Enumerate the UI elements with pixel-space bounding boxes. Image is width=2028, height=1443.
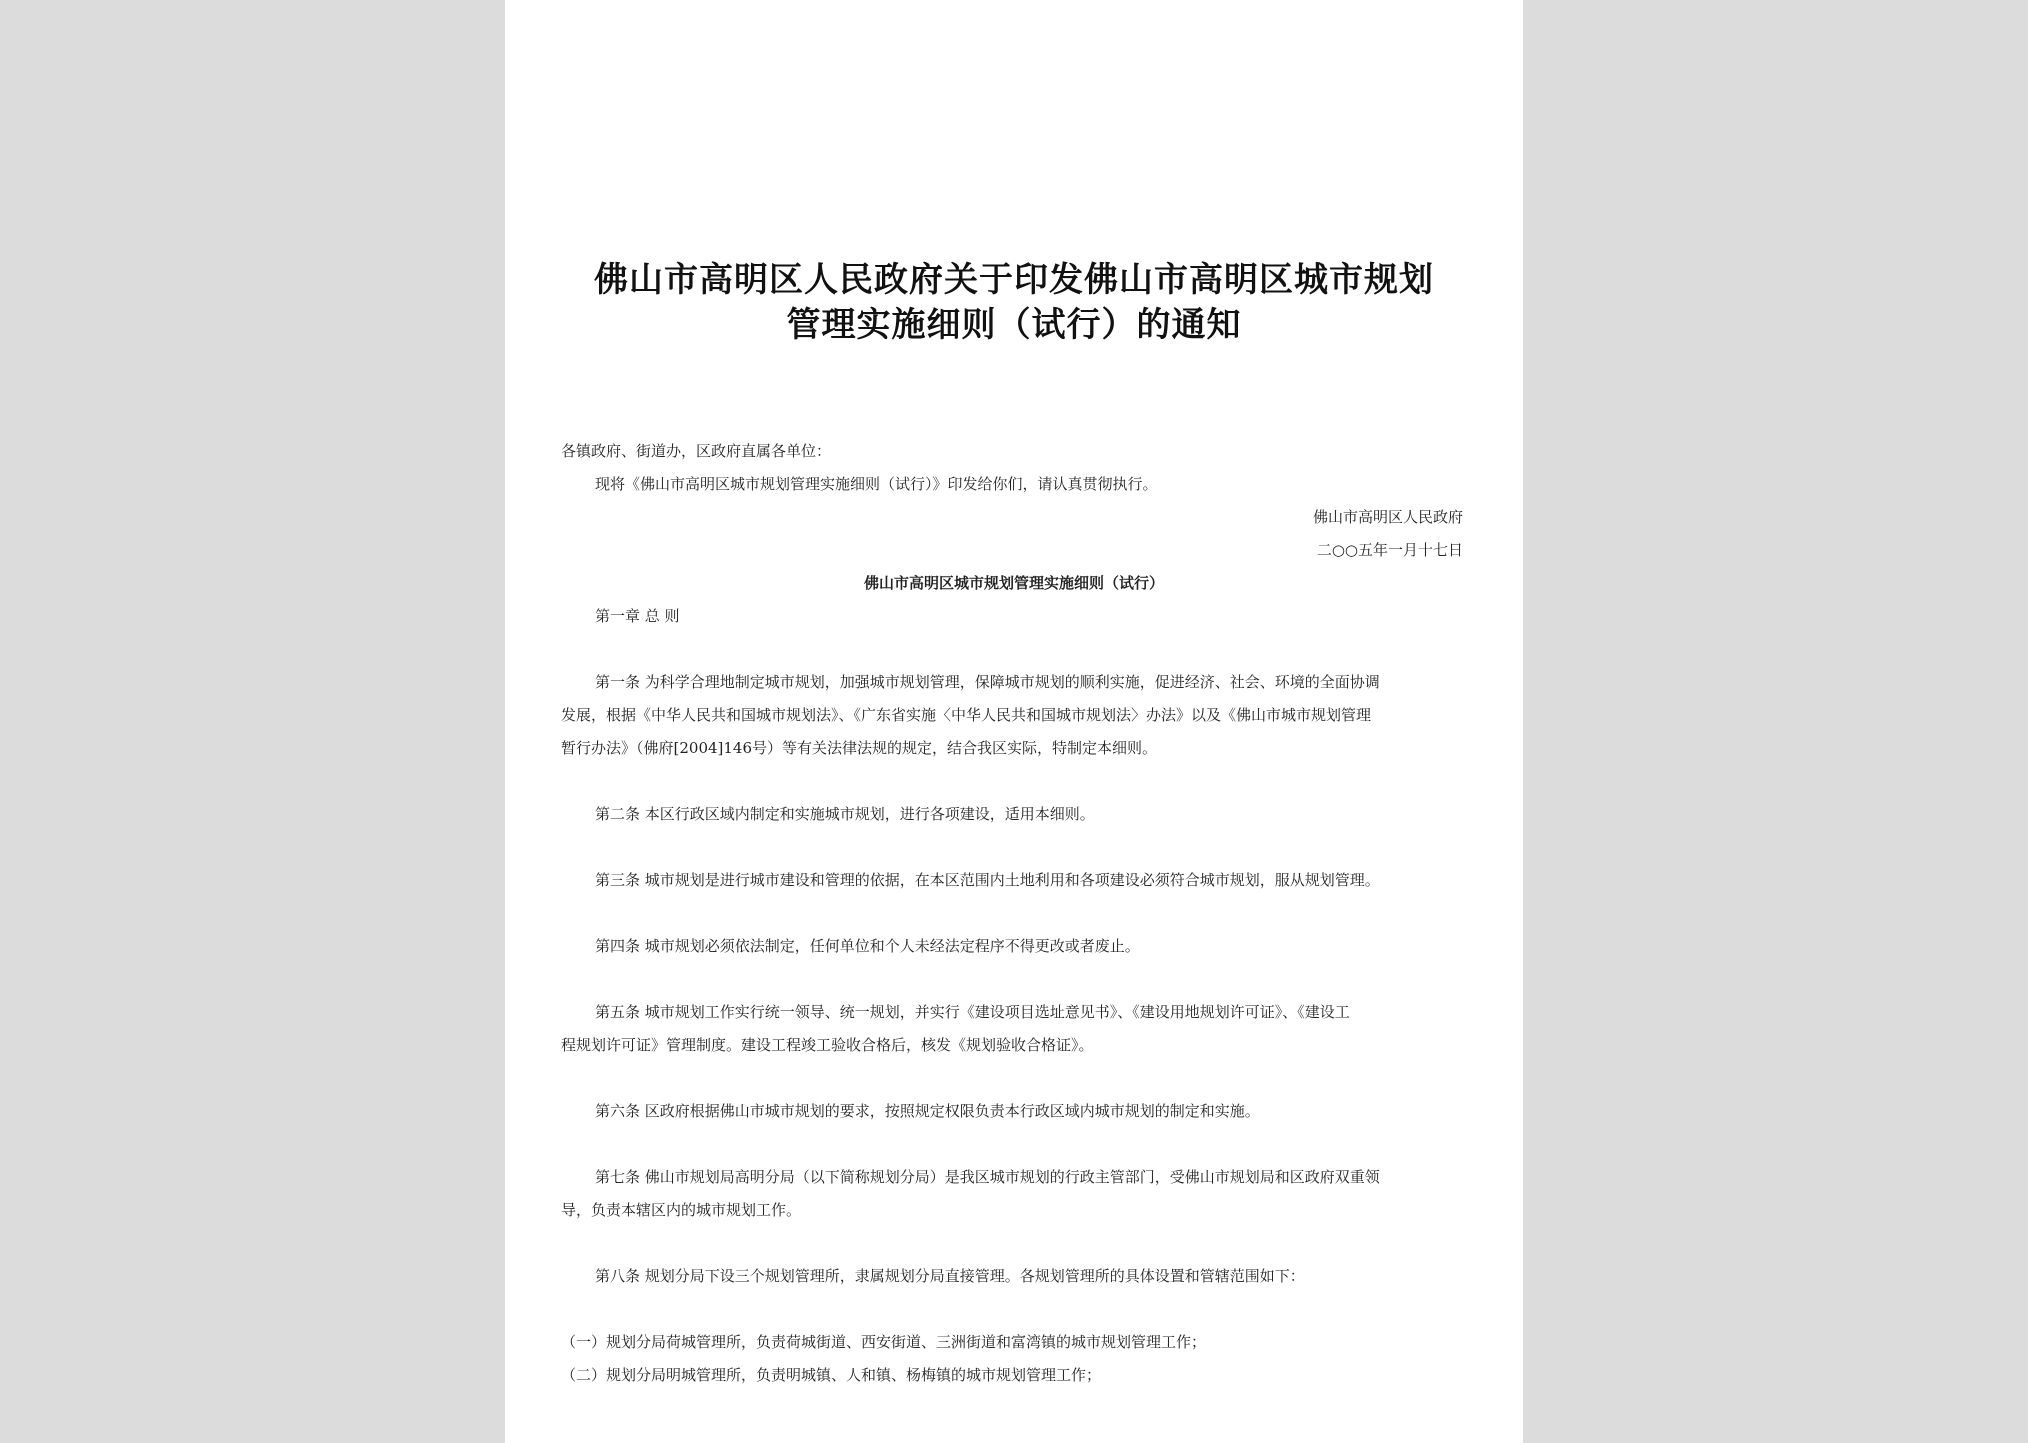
document-title-line-1: 佛山市高明区人民政府关于印发佛山市高明区城市规划 [594, 260, 1434, 300]
chapter-heading: 第一章 总 则 [595, 607, 680, 625]
document-page [505, 0, 1523, 1443]
article-6: 第六条 区政府根据佛山市城市规划的要求，按照规定权限负责本行政区域内城市规划的制定和实施。 [595, 1102, 1260, 1120]
document-title-line-2: 管理实施细则（试行）的通知 [786, 305, 1242, 345]
article-8: 第八条 规划分局下设三个规划管理所，隶属规划分局直接管理。各规划管理所的具体设置和管辖范围如下： [595, 1267, 1305, 1285]
article-5-line-2: 程规划许可证》管理制度。建设工程竣工验收合格后，核发《规划验收合格证》。 [561, 1036, 1094, 1054]
article-5-line-1: 第五条 城市规划工作实行统一领导、统一规划，并实行《建设项目选址意见书》、《建设用地规划许可证》、《建设工 [595, 1003, 1350, 1021]
article-1-line-3: 暂行办法》（佛府[2004]146号）等有关法律法规的规定，结合我区实际，特制定本细则。 [561, 739, 1158, 757]
rules-title: 佛山市高明区城市规划管理实施细则（试行） [863, 574, 1164, 592]
article-1-line-2: 发展，根据《中华人民共和国城市规划法》、《广东省实施〈中华人民共和国城市规划法〉办法》以及《佛山市城市规划管理 [561, 706, 1372, 724]
article-7-line-2: 导，负责本辖区内的城市规划工作。 [561, 1201, 802, 1219]
list-item-1: （一）规划分局荷城管理所，负责荷城街道、西安街道、三洲街道和富湾镇的城市规划管理工作； [561, 1333, 1207, 1351]
document-title [505, 258, 1523, 348]
article-2: 第二条 本区行政区域内制定和实施城市规划，进行各项建设，适用本细则。 [595, 805, 1095, 823]
notice-issuer: 佛山市高明区人民政府 [1312, 508, 1463, 526]
article-3: 第三条 城市规划是进行城市建设和管理的依据，在本区范围内土地利用和各项建设必须符合城市规划，服从规划管理。 [595, 871, 1380, 889]
notice-salutation: 各镇政府、街道办，区政府直属各单位： [561, 442, 832, 460]
article-7-line-1: 第七条 佛山市规划局高明分局（以下简称规划分局）是我区城市规划的行政主管部门，受佛山市规划局和区政府双重领 [595, 1168, 1380, 1186]
notice-date: 二○○五年一月十七日 [1316, 541, 1463, 559]
article-1-line-1: 第一条 为科学合理地制定城市规划，加强城市规划管理，保障城市规划的顺利实施，促进经济、社会、环境的全面协调 [595, 673, 1380, 691]
notice-body: 现将《佛山市高明区城市规划管理实施细则（试行）》印发给你们，请认真贯彻执行。 [595, 475, 1158, 493]
article-4: 第四条 城市规划必须依法制定，任何单位和个人未经法定程序不得更改或者废止。 [595, 937, 1140, 955]
list-item-2: （二）规划分局明城管理所，负责明城镇、人和镇、杨梅镇的城市规划管理工作； [561, 1366, 1102, 1384]
